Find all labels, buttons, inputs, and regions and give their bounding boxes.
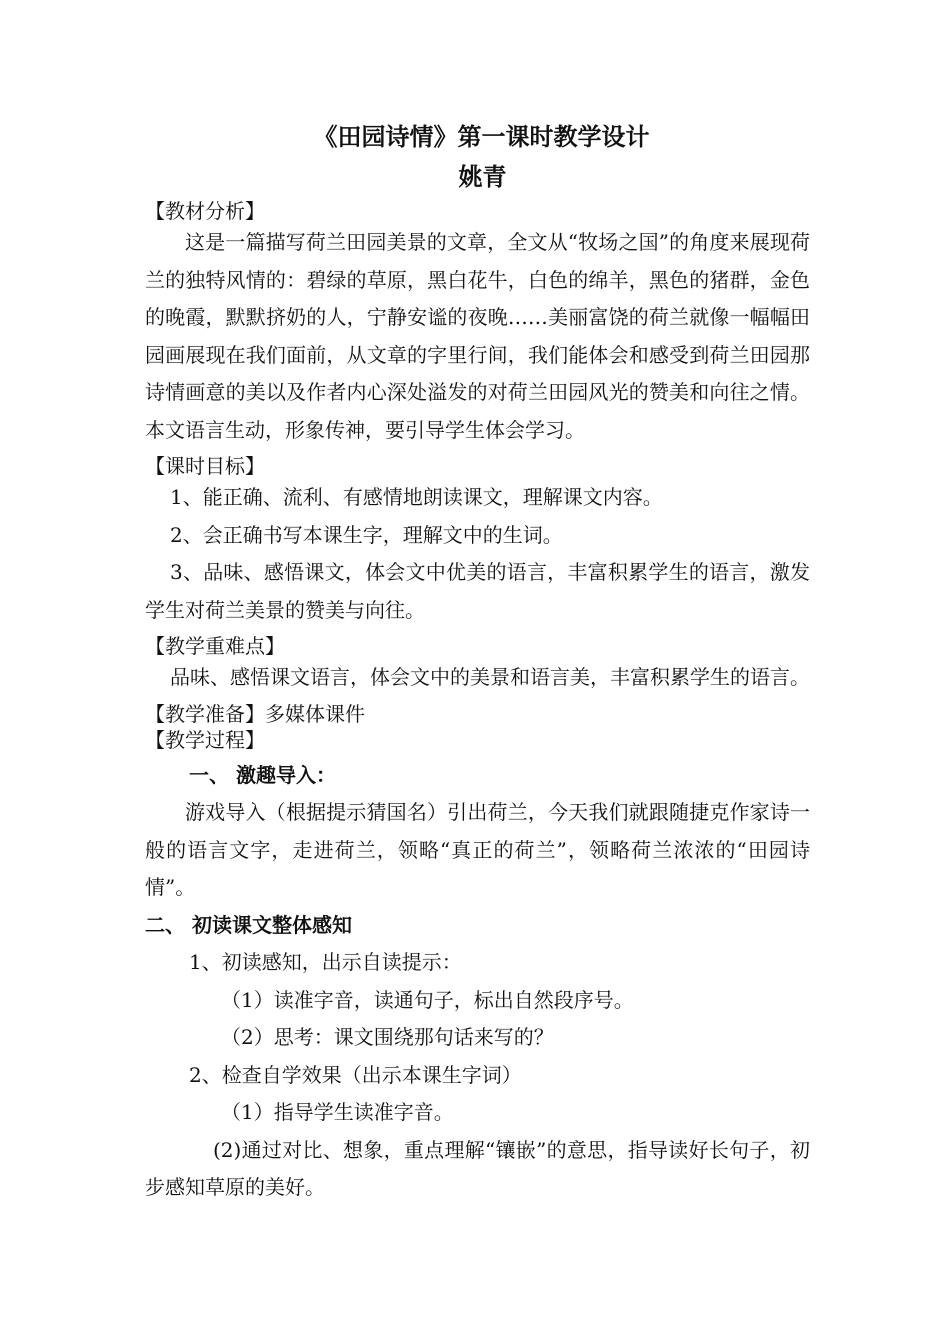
step2-item1-sub1: （1）读准字音，读通句子，标出自然段序号。 [221,987,634,1012]
document-title: 《田园诗情》第一课时教学设计 [313,122,650,151]
preparation-line [145,701,810,727]
step2-item1: 1、初读感知，出示自读提示： [189,950,462,974]
objective-item-2: 2、会正确书写本课生字，理解文中的生词。 [170,522,563,547]
step1-text: 游戏导入（根据提示猜国名）引出荷兰，今天我们就跟随捷克作家诗一般的语言文字，走进荷兰，领略“真正的荷兰”，领略荷兰浓浓的“田园诗情”。 [145,800,810,899]
step2-item1-sub2: （2）思考：课文围绕那句话来写的？ [221,1025,554,1049]
step2-item2-sub1: （1）指导学生读准字音。 [221,1100,454,1124]
preparation-heading: 【教学准备】 [145,701,265,726]
process-heading: 【教学过程】 [145,727,265,752]
objectives-heading: 【课时目标】 [145,454,265,478]
analysis-text: 这是一篇描写荷兰田园美景的文章，全文从“牧场之国”的角度来展现荷兰的独特风情的：碧绿的草原，黑白花牛，白色的绵羊，黑色的猪群，金色的晚霞，默默挤奶的人，宁静安谧的夜晚……美丽富饶的荷兰就像一幅幅田园画展现在我们面前，从文章的字里行间，我们能体会和感受到荷兰田园那诗情画意的美以及作者内心深处溢发的对荷兰田园风光的赞美和向往之情。本文语言生动，形象传神，要引导学生体会学习。 [145,230,810,442]
preparation-text: 多媒体课件 [265,701,365,726]
key-points-heading: 【教学重难点】 [145,634,285,658]
key-points-text: 品味、感悟课文语言，体会文中的美景和语言美，丰富积累学生的语言。 [170,665,810,689]
document-author: 姚青 [458,162,507,191]
step2-item2: 2、检查自学效果（出示本课生字词） [189,1062,522,1087]
objective-item-3: 3、品味、感悟课文，体会文中优美的语言，丰富积累学生的语言，激发学生对荷兰美景的赞美与向往。 [145,560,810,622]
step2-title: 二、 初读课文整体感知 [145,912,352,937]
objective-item-1: 1、能正确、流利、有感情地朗读课文，理解课文内容。 [170,485,663,509]
analysis-heading: 【教材分析】 [145,199,265,223]
step1-title: 一、 激趣导入： [189,762,336,787]
document-page [145,120,810,1207]
step2-item2-sub2: (2)通过对比、想象，重点理解“镶嵌”的意思，指导读好长句子，初步感知草原的美好。 [145,1137,810,1199]
